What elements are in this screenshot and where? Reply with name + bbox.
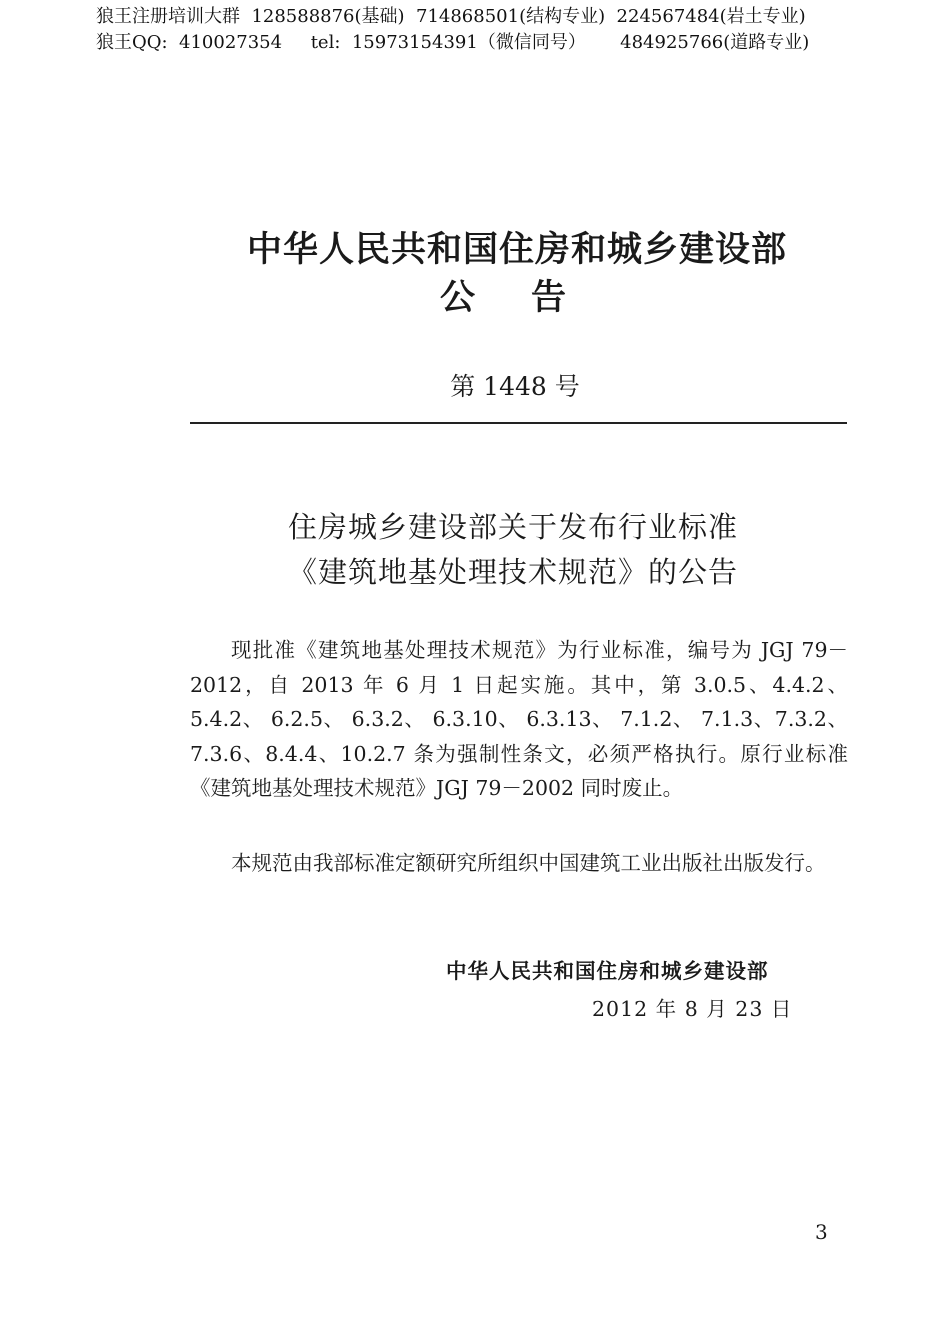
divider xyxy=(190,422,847,424)
doc-type-heading: 公告 xyxy=(439,278,622,318)
header-contact-line-1: 狼王注册培训大群 128588876(基础) 714868501(结构专业) 224567484(岩土专业) xyxy=(96,6,806,27)
notice-title-line-1: 住房城乡建设部关于发布行业标准 xyxy=(287,510,738,544)
notice-title-line-2: 《建筑地基处理技术规范》的公告 xyxy=(287,555,738,589)
issuer-heading: 中华人民共和国住房和城乡建设部 xyxy=(246,230,787,270)
page-number: 3 xyxy=(815,1220,828,1244)
signature-date: 2012 年 8 月 23 日 xyxy=(592,997,793,1021)
header-contact-line-2: 狼王QQ: 410027354 tel: 15973154391（微信同号） 484925766(道路专业) xyxy=(96,32,810,53)
doc-number: 第 1448 号 xyxy=(450,372,580,401)
signature-org: 中华人民共和国住房和城乡建设部 xyxy=(446,959,769,983)
body-paragraph-1: 现批准《建筑地基处理技术规范》为行业标准，编号为 JGJ 79－2012，自 2013 年 6 月 1 日起实施。其中，第 3.0.5、4.4.2、5.4.2、 6.2.5、 6.3.2、 6.3.10、 6.3.13、 7.1.2、 7.1.3、7.3.2、7.3.6、8.4.4、10.2.7 条为强制性条文，必须严格执行。原行业标准《建筑地基处理技术规范》JGJ 79－2002 同时废止。 xyxy=(190,638,848,800)
body-paragraph-2: 本规范由我部标准定额研究所组织中国建筑工业出版社出版发行。 xyxy=(231,851,826,875)
